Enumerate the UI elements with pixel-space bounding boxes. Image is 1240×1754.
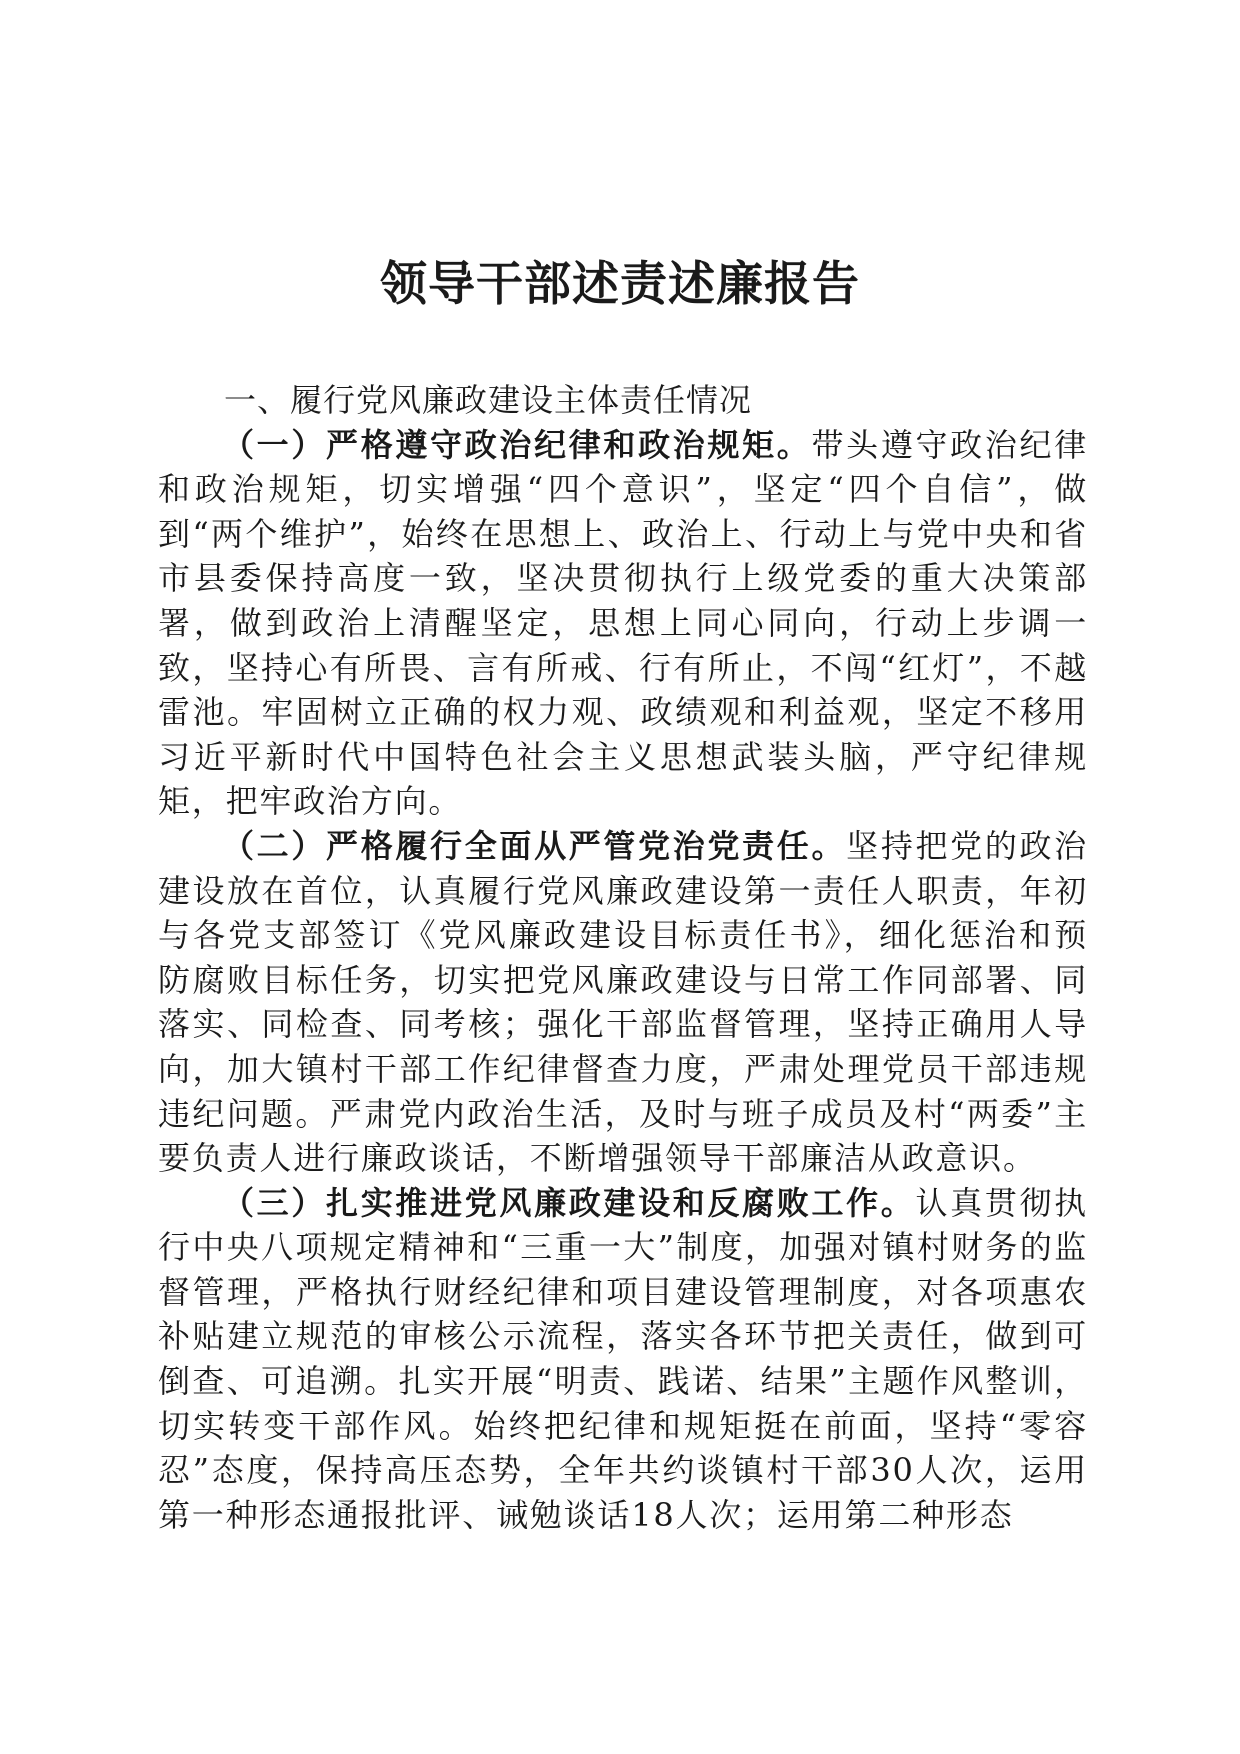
- paragraph-2: [158, 824, 1088, 1181]
- paragraph-2-lead: （二）严格履行全面从严管党治党责任。: [222, 826, 847, 865]
- paragraph-2-body: 坚持把党的政治建设放在首位，认真履行党风廉政建设第一责任人职责，年初与各党支部签订《党风廉政建设目标责任书》，细化惩治和预防腐败目标任务，切实把党风廉政建设与日常工作同部署、同落实、同检查、同考核；强化干部监督管理，坚持正确用人导向，加大镇村干部工作纪律督查力度，严肃处理党员干部违规违纪问题。严肃党内政治生活，及时与班子成员及村“两委”主要负责人进行廉政谈话，不断增强领导干部廉洁从政意识。: [158, 826, 1088, 1178]
- paragraph-3-body: 认真贯彻执行中央八项规定精神和“三重一大”制度，加强对镇村财务的监督管理，严格执行财经纪律和项目建设管理制度，对各项惠农补贴建立规范的审核公示流程，落实各环节把关责任，做到可倒查、可追溯。扎实开展“明责、践诺、结果”主题作风整训，切实转变干部作风。始终把纪律和规矩挺在前面，坚持“零容忍”态度，保持高压态势，全年共约谈镇村干部30人次，运用第一种形态通报批评、诫勉谈话18人次；运用第二种形态: [158, 1183, 1088, 1534]
- paragraph-1-body: 带头遵守政治纪律和政治规矩，切实增强“四个意识”，坚定“四个自信”，做到“两个维护”，始终在思想上、政治上、行动上与党中央和省市县委保持高度一致，坚决贯彻执行上级党委的重大决策部署，做到政治上清醒坚定，思想上同心同向，行动上步调一致，坚持心有所畏、言有所戒、行有所止，不闯“红灯”，不越雷池。牢固树立正确的权力观、政绩观和利益观，坚定不移用习近平新时代中国特色社会主义思想武装头脑，严守纪律规矩，把牢政治方向。: [158, 425, 1088, 821]
- document-title: 领导干部述责述廉报告: [380, 257, 860, 312]
- section-heading: 一、履行党风廉政建设主体责任情况: [224, 381, 753, 419]
- paragraph-1: [158, 423, 1088, 824]
- paragraph-1-lead: （一）严格遵守政治纪律和政治规矩。: [222, 425, 812, 464]
- paragraph-3: [158, 1181, 1088, 1538]
- document-body: [158, 378, 1088, 1537]
- paragraph-3-lead: （三）扎实推进党风廉政建设和反腐败工作。: [222, 1183, 916, 1222]
